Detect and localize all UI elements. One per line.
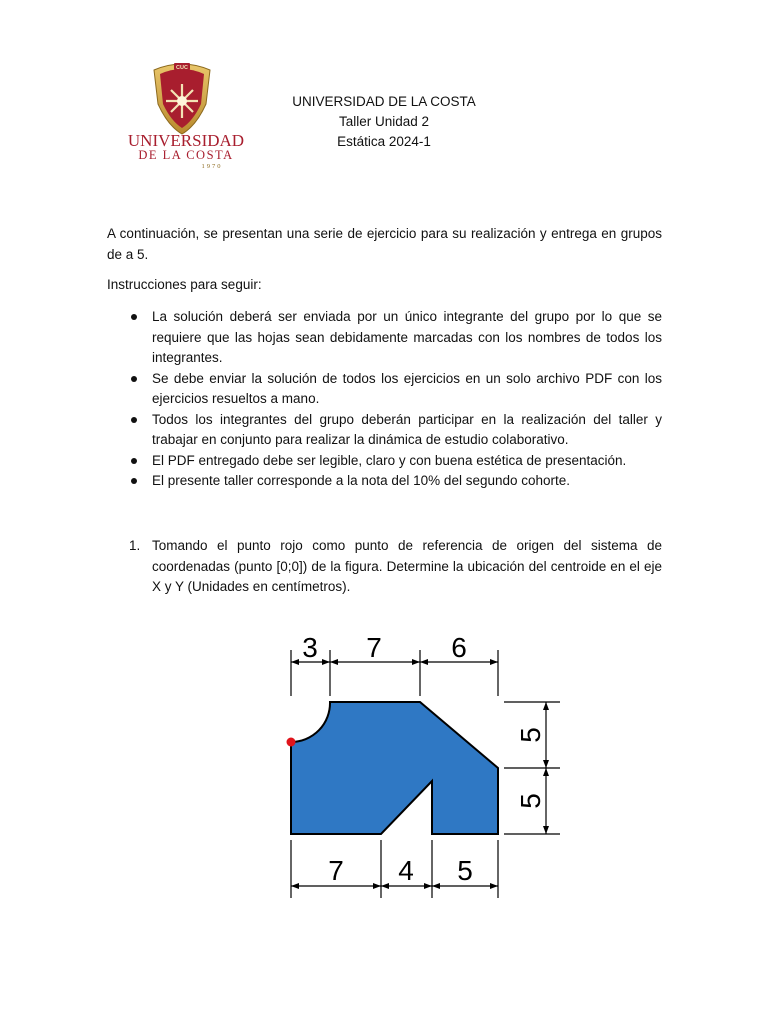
- dimension-bottom-1: 7: [328, 855, 344, 886]
- intro-paragraph: A continuación, se presentan una serie de ejercicio para su realización y entrega en grupos de a 5.: [107, 226, 662, 262]
- right-dimension-lines: [504, 702, 560, 834]
- instruction-item: El PDF entregado debe ser legible, claro y con buena estética de presentación.: [107, 451, 662, 472]
- dimension-top-3: 6: [451, 632, 467, 663]
- exercise-number: 1.: [129, 538, 141, 553]
- logo-word-universidad: UNIVERSIDAD: [127, 131, 245, 150]
- dimension-right-1: 5: [515, 727, 546, 743]
- instructions-list: [107, 307, 662, 492]
- instruction-item: Se debe enviar la solución de todos los ejercicios en un solo archivo PDF con los ejercicios resueltos a mano.: [107, 369, 662, 410]
- instruction-item: El presente taller corresponde a la nota del 10% del segundo cohorte.: [107, 471, 662, 492]
- logo-word-costa: DE LA COSTA: [138, 148, 234, 162]
- workshop-title: Taller Unidad 2: [338, 114, 430, 129]
- origin-point: [287, 738, 296, 747]
- dimension-top-1: 3: [302, 632, 318, 663]
- exercise-1: [107, 536, 662, 598]
- document-header: [268, 92, 500, 152]
- exercise-text: Tomando el punto rojo como punto de referencia de origen del sistema de coordenadas (punto [0;0]) de la figura. Determine la ubicación del centroide en el eje X y Y (Unidades en centímetros).: [152, 538, 662, 594]
- instruction-item: Todos los integrantes del grupo deberán participar en la realización del taller y trabajar en conjunto para realizar la dinámica de estudio colaborativo.: [107, 410, 662, 451]
- dimension-bottom-2: 4: [398, 855, 414, 886]
- dimension-right-2: 5: [515, 793, 546, 809]
- logo-year: 1970: [201, 163, 223, 170]
- dimension-bottom-3: 5: [457, 855, 473, 886]
- logo-badge-text: CUC: [176, 65, 188, 71]
- university-logo: [124, 60, 248, 170]
- centroid-figure: [270, 622, 570, 912]
- dimension-top-2: 7: [366, 632, 382, 663]
- instructions-title: Instrucciones para seguir:: [107, 277, 262, 292]
- institution-name: UNIVERSIDAD DE LA COSTA: [292, 94, 476, 109]
- instruction-item: La solución deberá ser enviada por un único integrante del grupo por lo que se requiere que las hojas sean debidamente marcadas con los nombres de todos los integrantes.: [107, 307, 662, 369]
- top-dimension-lines: [291, 650, 498, 696]
- course-title: Estática 2024-1: [337, 134, 431, 149]
- composite-shape: [291, 702, 498, 834]
